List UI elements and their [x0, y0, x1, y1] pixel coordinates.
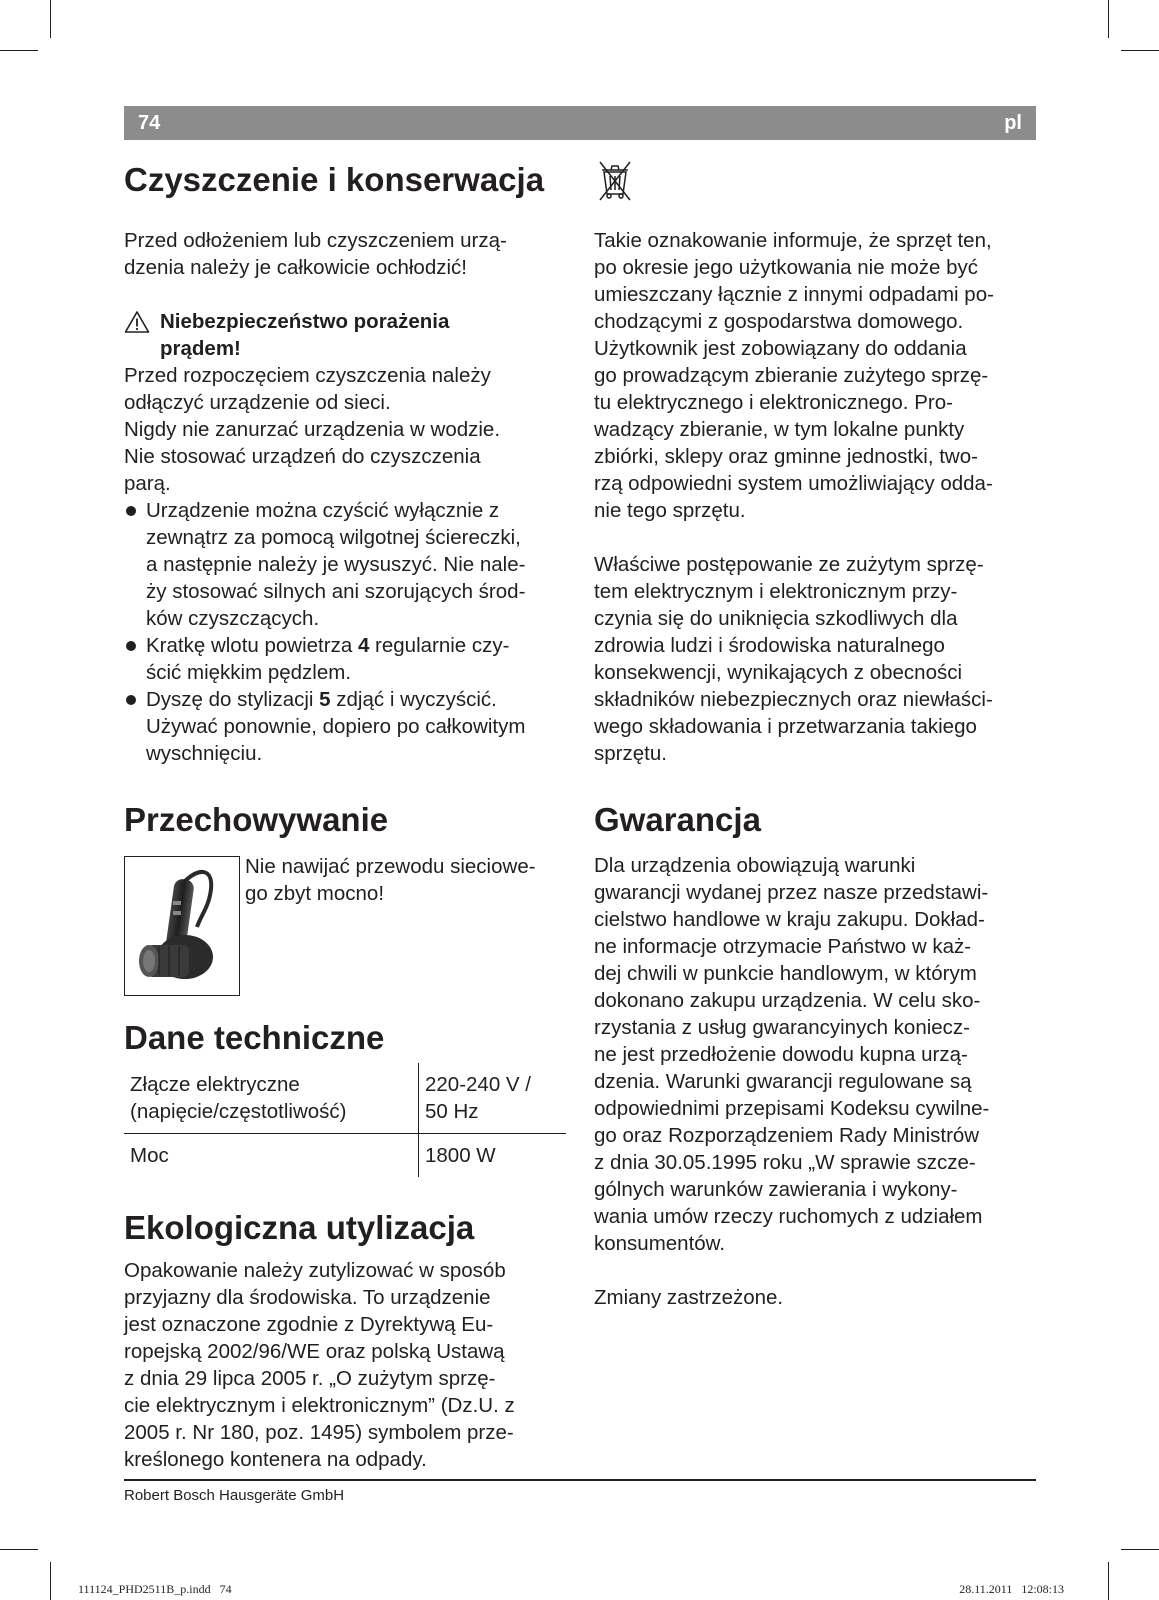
- warning-triangle-icon: [124, 310, 150, 334]
- crop-mark: [1108, 0, 1109, 38]
- warranty-title: Gwarancja: [594, 801, 761, 838]
- print-slug-date: 28.11.2011 12:08:13: [959, 1582, 1064, 1596]
- hairdryer-icon: [125, 857, 238, 994]
- storage-title: Przechowywanie: [124, 801, 389, 838]
- crop-mark: [50, 1562, 51, 1600]
- list-item: Urządzenie można czyścić wyłącznie z zewnątrz za pomocą wilgotnej ściereczki, a następnie należy je wysuszyć. Nie nale- ży stosować silnych ani szorujących środ- ków czyszczących.: [124, 497, 570, 632]
- cleaning-title: Czyszczenie i konserwacja: [124, 161, 545, 198]
- eco-title: Ekologiczna utylizacja: [124, 1209, 475, 1246]
- print-slug-file: 111124_PHD2511B_p.indd 74: [78, 1582, 232, 1596]
- page-header-bar: [124, 106, 1036, 140]
- crossed-out-bin-icon: [598, 158, 632, 204]
- crop-mark: [1108, 1562, 1109, 1600]
- warranty-section: [594, 852, 1034, 1311]
- changes-reserved: Zmiany zastrzeżone.: [594, 1286, 784, 1309]
- table-cell: 1800 W: [425, 1144, 496, 1167]
- crop-mark: [50, 0, 51, 38]
- warning-text: Przed rozpoczęciem czyszczenia należy odłączyć urządzenie od sieci. Nigdy nie zanurzać urządzenia w wodzie. Nie stosować urządzeń do czyszczenia parą.: [124, 364, 501, 495]
- eco-text: Opakowanie należy zutylizować w sposób przyjazny dla środowiska. To urządzenie jest oznaczone zgodnie z Dyrektywą Eu- ropejską 2002/96/WE oraz polską Ustawą z dnia 29 lipca 2005 r. „O zużytym sprzę- cie elektrycznym i elektronicznym” (Dz.U. z 2005 r. Nr 180, poz. 1495) symbolem prze- kreślonego kontenera na odpady.: [124, 1259, 515, 1471]
- table-cell: 220-240 V / 50 Hz: [419, 1063, 567, 1134]
- footer-divider: [124, 1479, 1036, 1481]
- page-number: 74: [138, 112, 161, 134]
- cleaning-section: [124, 227, 570, 767]
- technical-title: Dane techniczne: [124, 1019, 385, 1056]
- hairdryer-illustration: [124, 856, 240, 996]
- table-cell: Złącze elektryczne (napięcie/częstotliwość): [124, 1063, 419, 1134]
- table-cell: Moc: [124, 1134, 419, 1178]
- language-code: pl: [1004, 112, 1022, 134]
- weee-paragraph-2: Właściwe postępowanie ze zużytym sprzę- tem elektrycznym i elektronicznym przy- czynia się do uniknięcia szkodliwych dla zdrowia ludzi i środowiska naturalnego konsekwencji, wynikających z obecności składników niebezpiecznych oraz niewłaści- wego składowania i przetwarzania takiego sprzętu.: [594, 553, 993, 765]
- weee-section: [594, 227, 1034, 767]
- cleaning-list: [124, 497, 570, 767]
- crop-mark: [1121, 1549, 1159, 1550]
- company-name: Robert Bosch Hausgeräte GmbH: [124, 1487, 345, 1504]
- weee-paragraph-1: Takie oznakowanie informuje, że sprzęt ten, po okresie jego użytkowania nie może być umieszczany łącznie z innymi odpadami po- chodzącymi z gospodarstwa domowego. Użytkownik jest zobowiązany do oddania go prowadzącym zbieranie zużytego sprzę- tu elektrycznego i elektronicznego. Pro- wadzący zbieranie, w tym lokalne punkty zbiórki, sklepy oraz gminne jednostki, two- rzą odpowiedni system umożliwiający odda- nie tego sprzętu.: [594, 229, 994, 522]
- table-row: [124, 1134, 566, 1178]
- storage-text: Nie nawijać przewodu sieciowe- go zbyt mocno!: [245, 855, 536, 905]
- crop-mark: [0, 1549, 38, 1550]
- warranty-text: Dla urządzenia obowiązują warunki gwarancji wydanej przez nasze przedstawi- cielstwo handlowe w kraju zakupu. Dokład- ne informacje otrzymacie Państwo w każ- dej chwili w punkcie handlowym, w którym dokonano zakupu urządzenia. W celu sko- rzystania z usług gwarancyinych koniecz- ne jest przedłożenie dowodu kupna urzą- dzenia. Warunki gwarancji regulowane są odpowiednimi przepisami Kodeksu cywilne- go oraz Rozporządzeniem Rady Ministrów z dnia 30.05.1995 roku „W sprawie szcze- gólnych warunków zawierania i wykony- wania umów rzeczy ruchomych z udziałem konsumentów.: [594, 854, 990, 1255]
- crop-mark: [1121, 50, 1159, 51]
- table-row: [124, 1063, 566, 1134]
- list-item: Dyszę do stylizacji 5 zdjąć i wyczyścić. Używać ponownie, dopiero po całkowitym wyschnięciu.: [124, 686, 570, 767]
- warning-title: Niebezpieczeństwo porażenia prądem!: [124, 308, 570, 362]
- cleaning-intro: Przed odłożeniem lub czyszczeniem urzą- dzenia należy je całkowicie ochłodzić!: [124, 229, 507, 279]
- technical-data-table: [124, 1063, 566, 1177]
- list-item: Kratkę wlotu powietrza 4 regularnie czy- ścić miękkim pędzlem.: [124, 632, 570, 686]
- crop-mark: [0, 50, 38, 51]
